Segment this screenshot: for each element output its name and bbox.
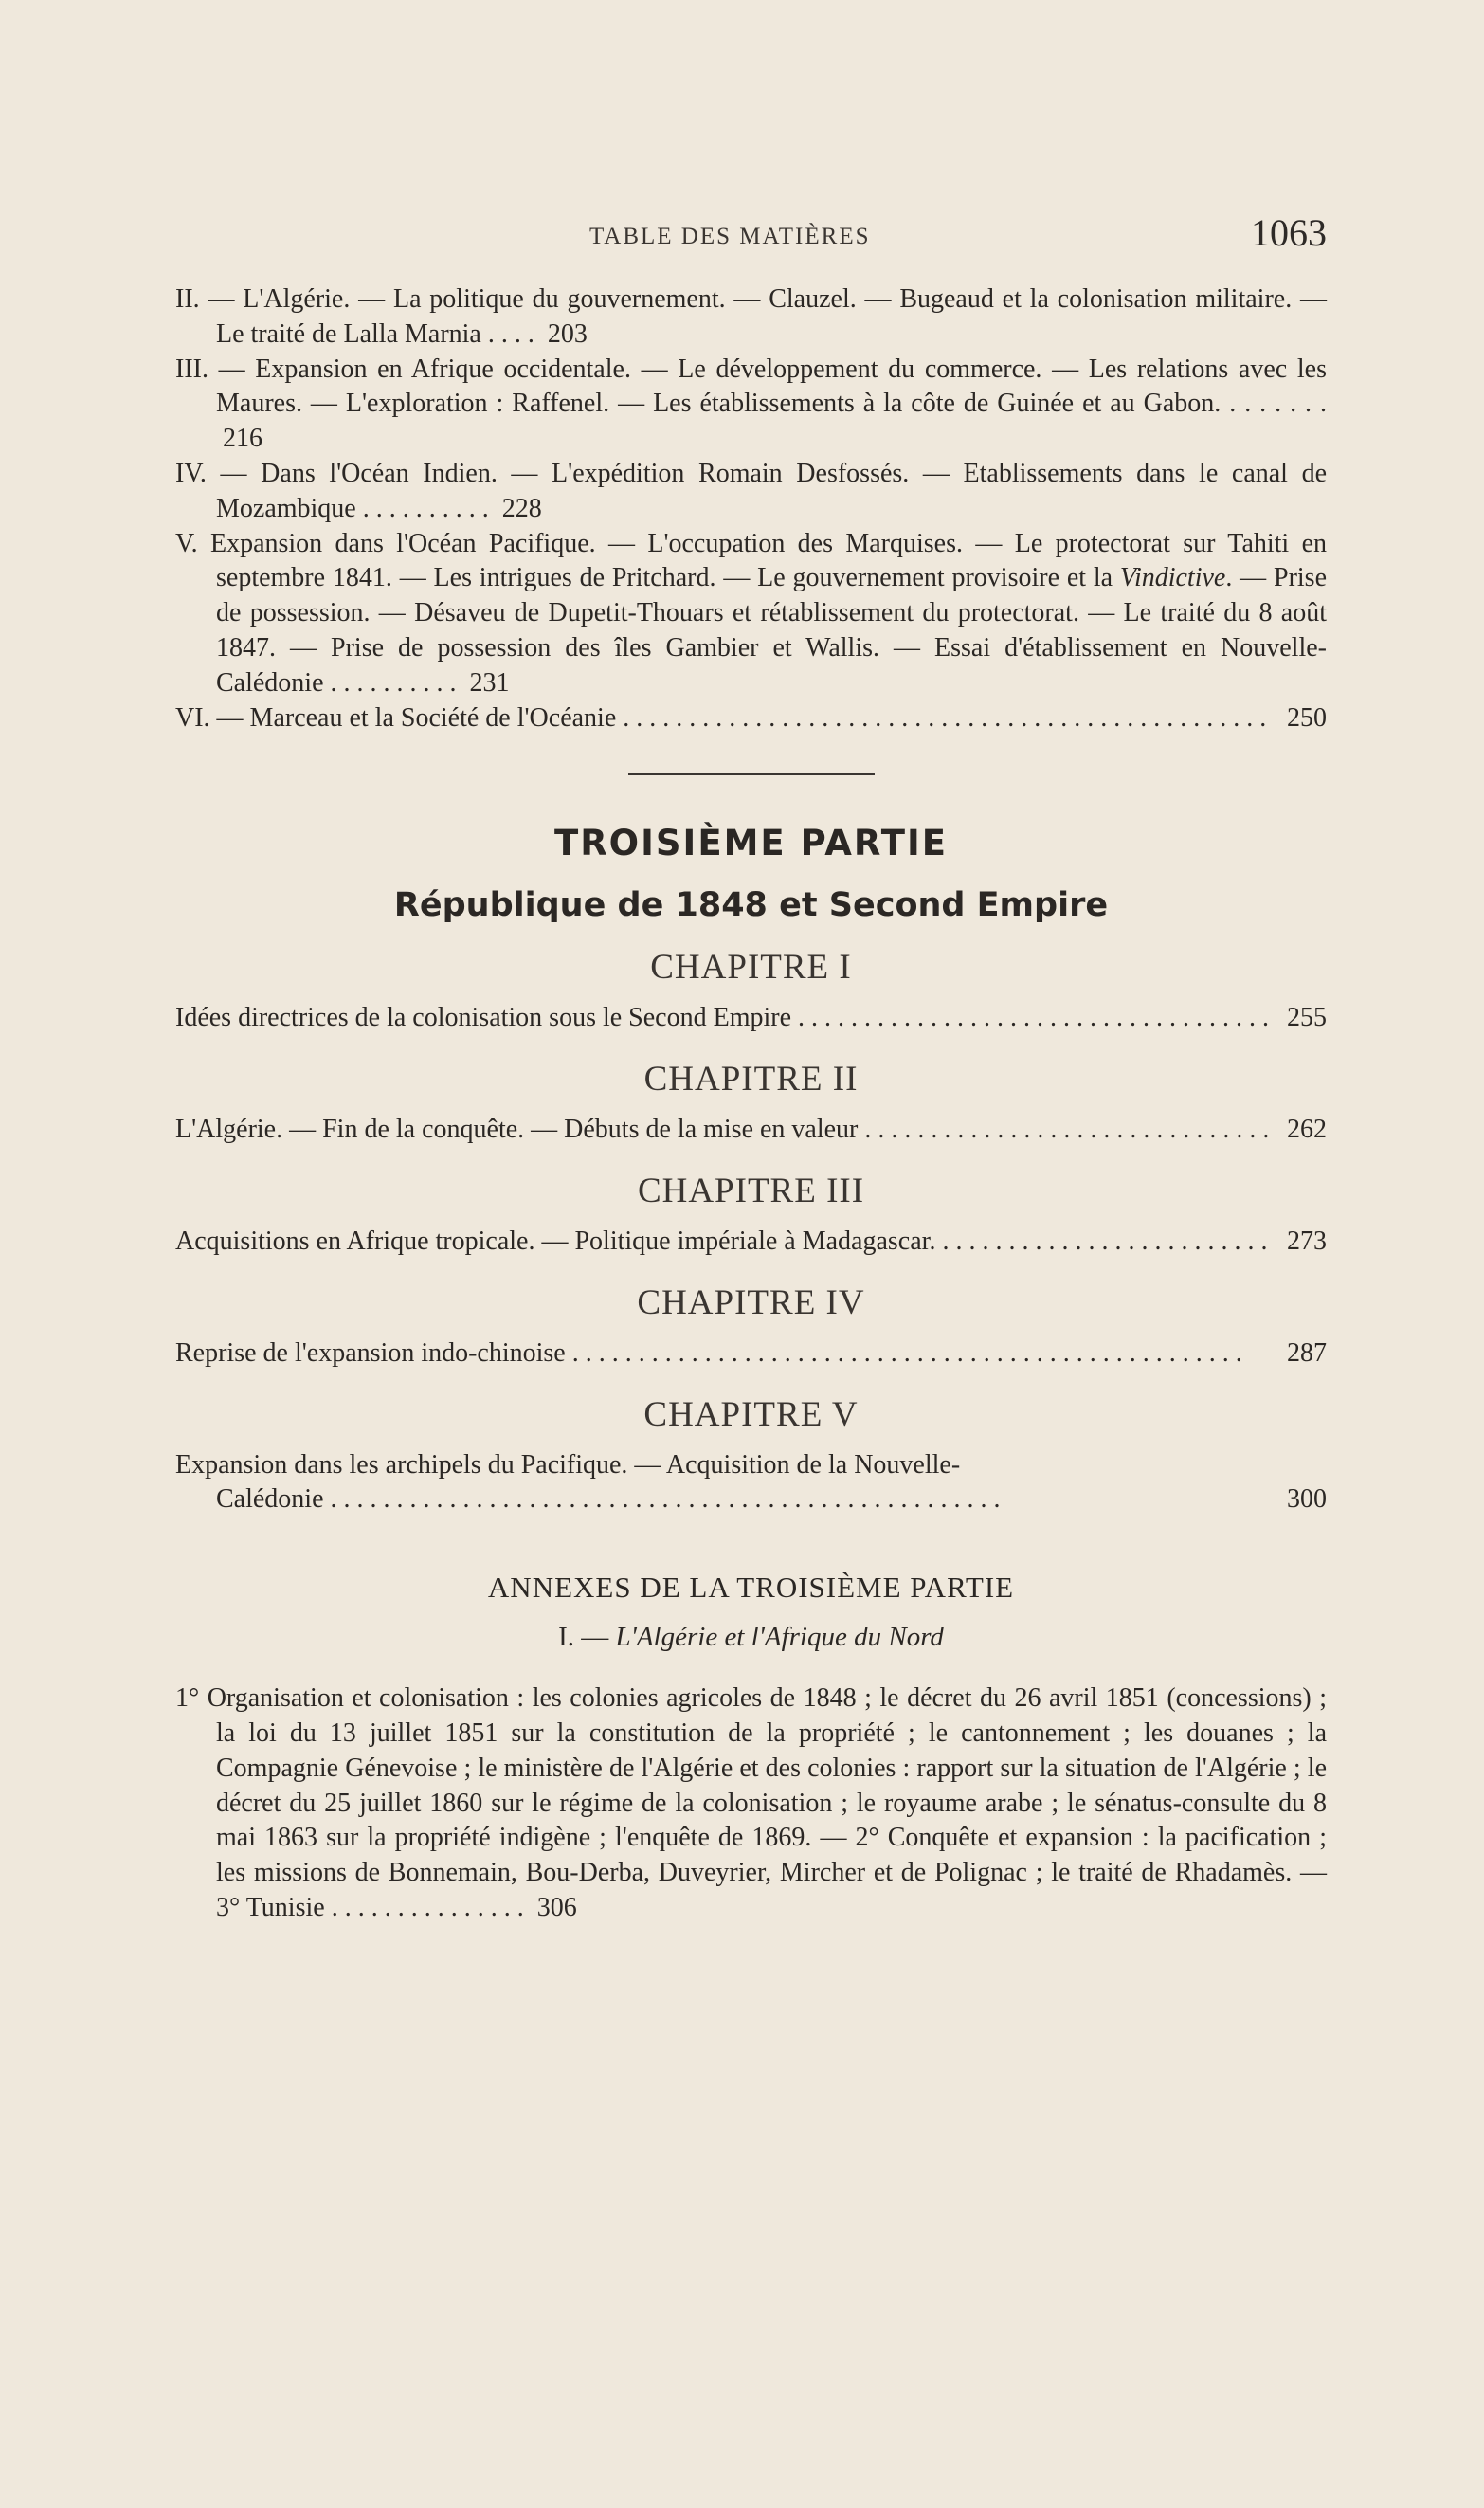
part-subtitle: République de 1848 et Second Empire	[393, 886, 1109, 925]
chapter-entry-4	[175, 1336, 1327, 1372]
annex-entry-1: 1° Organisation et colonisation : les colonies agricoles de 1848 ; le décret du 26 avril 1851 (concessions) ; la loi du 13 juillet 1851 sur la constitution de la propriété ; le cantonnement ; les douanes ; la Compagnie Génevoise ; le ministère de l'Algérie et des colonies : rapport sur la situation de l'Algérie ; le décret du 25 juillet 1860 sur le régime de la colonisation ; le royaume arabe ; le sénatus-consulte du 8 mai 1863 sur la propriété indigène ; l'enquête de 1869. — 2° Conquête et expansion : la pacification ; les missions de Bonnemain, Bou-Derba, Duveyrier, Mircher et de Polignac ; le traité de Rhadamès. — 3° Tunisie . . . . . . . . . . . . . . . 306	[175, 1683, 1327, 1922]
toc-entry-italic: Vindictive	[1119, 563, 1226, 593]
toc-entry-page: 273	[1287, 1226, 1327, 1256]
chapter-entry-3	[175, 1225, 1327, 1260]
toc-entry-text: 1° Organisation et colonisation : les colonies agricoles de 1848 ; le décret du 26 avril 1851 (concessions) ; la loi du 13 juillet 1851 sur la constitution de la propriété ; le cantonnement ; les douanes ; la Compagnie Génevoise ; le ministère de l'Algérie et des colonies : rapport sur la situation de l'Algérie ; le décret du 25 juillet 1860 sur le régime de la colonisation ; le royaume arabe ; le sénatus-consulte du 8 mai 1863 sur la propriété indigène ; l'enquête de 1869. — 2° Conquête et expansion : la pacification ; les missions de Bonnemain, Bou-Derba, Duveyrier, Mircher et de Polignac ; le traité de Rhadamès. — 3° Tunisie	[175, 1683, 1327, 1922]
toc-entry-text: II. — L'Algérie. — La politique du gouvernement. — Clauzel. — Bugeaud et la colonisation militaire. — Le traité de Lalla Marnia	[175, 284, 1327, 349]
toc-entry-page: 250	[1287, 702, 1327, 733]
toc-entry-text: L'Algérie. — Fin de la conquête. — Débuts de la mise en valeur . . .	[175, 1113, 1268, 1148]
toc-entry-page: 287	[1287, 1337, 1327, 1368]
toc-entry-page: 262	[1287, 1115, 1327, 1145]
chapter-entry-5	[175, 1448, 1327, 1518]
toc-entry-page: 231	[469, 667, 510, 698]
toc-entry-text: V. Expansion dans l'Océan Pacifique. — L'occupation des Marquises. — Le protectorat sur Tahiti en septembre 1841. — Les intrigues de Pritchard. — Le gouvernement provisoire et la	[175, 528, 1327, 593]
toc-entry-page: 306	[536, 1892, 577, 1922]
toc-entry-text: Calédonie . . .	[216, 1482, 1268, 1518]
toc-entry-iv: IV. — Dans l'Océan Indien. — L'expédition Romain Desfossés. — Etablissements dans le canal de Mozambique . . . . . . . . . . 228	[175, 458, 1327, 523]
annex-subtitle-text: L'Algérie et l'Afrique du Nord	[615, 1622, 944, 1653]
toc-entry-v: V. Expansion dans l'Océan Pacifique. — L'occupation des Marquises. — Le protectorat sur Tahiti en septembre 1841. — Les intrigues de Pritchard. — Le gouvernement provisoire et la Vindictive. — Prise de possession. — Désaveu de Dupetit-Thouars et rétablissement du protectorat. — Le traité du 8 août 1847. — Prise de possession des îles Gambier et Wallis. — Essai d'établissement en Nouvelle-Calédonie . . . . . . . . . . 231	[175, 528, 1328, 698]
toc-entry-page: 228	[501, 493, 542, 523]
toc-entry-vi	[175, 701, 1327, 736]
toc-entry-page: 255	[1287, 1003, 1327, 1033]
toc-entry-text: . — Prise de possession. — Désaveu de Dupetit-Thouars et rétablissement du protectorat. — Le traité du 8 août 1847. — Prise de possession des îles Gambier et Wallis. — Essai d'établissement en Nouvelle-Calédonie	[216, 563, 1328, 698]
toc-entry-text: IV. — Dans l'Océan Indien. — L'expédition Romain Desfossés. — Etablissements dans le canal de Mozambique	[175, 458, 1327, 523]
toc-entry-page: 216	[223, 424, 262, 454]
toc-entry-text: Idées directrices de la colonisation sous le Second Empire . . .	[175, 1001, 1268, 1036]
toc-entry-ii: II. — L'Algérie. — La politique du gouvernement. — Clauzel. — Bugeaud et la colonisation militaire. — Le traité de Lalla Marnia . . . . 203	[175, 284, 1327, 349]
toc-entry-text: Reprise de l'expansion indo-chinoise . . .	[175, 1336, 1268, 1372]
toc-entry-text: III. — Expansion en Afrique occidentale. — Le développement du commerce. — Les relations avec les Maures. — L'exploration : Raffenel. — Les établissements à la côte de Guinée et au Gabon.	[175, 354, 1327, 419]
annex-subtitle-number: I. —	[558, 1622, 609, 1653]
chapter-heading-1: CHAPITRE I	[650, 948, 852, 988]
toc-entry-continuation	[175, 1482, 1327, 1518]
chapter-heading-5: CHAPITRE V	[643, 1394, 859, 1434]
toc-entry-page: 300	[1287, 1484, 1327, 1515]
annex-title: ANNEXES DE LA TROISIÈME PARTIE	[487, 1571, 1015, 1605]
chapter-entry-2	[175, 1113, 1327, 1148]
annex-subtitle	[175, 1622, 1327, 1653]
page-header	[175, 210, 1327, 267]
chapter-heading-4: CHAPITRE IV	[637, 1282, 865, 1322]
page-number: 1063	[1251, 211, 1327, 254]
toc-entry-page: 203	[547, 318, 588, 349]
toc-entry-text: Expansion dans les archipels du Pacifique. — Acquisition de la Nouvelle-	[175, 1449, 961, 1480]
chapter-heading-3: CHAPITRE III	[637, 1171, 865, 1210]
section-divider	[628, 773, 875, 775]
toc-entry-text: VI. — Marceau et la Société de l'Océanie . . .	[175, 701, 1268, 736]
chapter-heading-2: CHAPITRE II	[643, 1060, 859, 1100]
part-title: TROISIÈME PARTIE	[553, 823, 949, 864]
table-of-contents	[175, 282, 1327, 1926]
chapter-entry-1	[175, 1001, 1327, 1036]
toc-entry-text: Acquisitions en Afrique tropicale. — Politique impériale à Madagascar. . . .	[175, 1225, 1268, 1260]
toc-entry-iii: III. — Expansion en Afrique occidentale. — Le développement du commerce. — Les relations avec les Maures. — L'exploration : Raffenel. — Les établissements à la côte de Guinée et au Gabon. . . . . . . . 216	[175, 354, 1328, 454]
running-title: TABLE DES MATIÈRES	[589, 224, 871, 249]
